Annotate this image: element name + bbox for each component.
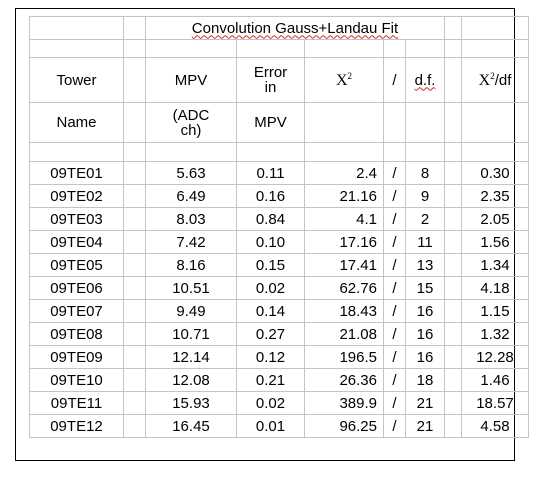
cell-mpv: 8.03 xyxy=(146,208,237,231)
cell-chi2: 17.41 xyxy=(305,254,384,277)
blank-cell xyxy=(462,40,529,58)
header-chi2-per-df xyxy=(462,58,529,103)
spacer-row xyxy=(30,143,529,162)
blank-cell xyxy=(445,415,462,438)
chi2-symbol: X xyxy=(335,71,348,89)
cell-chi2-per-df: 2.05 xyxy=(462,208,529,231)
blank-cell xyxy=(406,40,445,58)
header-mpv-unit xyxy=(146,103,237,143)
cell-mpv: 6.49 xyxy=(146,185,237,208)
cell-chi2-per-df: 12.28 xyxy=(462,346,529,369)
cell-error: 0.27 xyxy=(237,323,305,346)
cell-chi2: 18.43 xyxy=(305,300,384,323)
table-row xyxy=(30,254,529,277)
blank-cell xyxy=(124,254,146,277)
blank-cell xyxy=(30,143,124,162)
table-row xyxy=(30,323,529,346)
spacer-row xyxy=(30,40,529,58)
table-row xyxy=(30,392,529,415)
table-row xyxy=(30,346,529,369)
cell-error: 0.02 xyxy=(237,277,305,300)
blank-cell xyxy=(124,58,146,103)
cell-df: 16 xyxy=(406,323,445,346)
blank-cell xyxy=(124,300,146,323)
cell-df: 2 xyxy=(406,208,445,231)
cell-mpv: 10.71 xyxy=(146,323,237,346)
blank-cell xyxy=(124,415,146,438)
cell-slash: / xyxy=(384,162,406,185)
blank-cell xyxy=(124,162,146,185)
cell-slash: / xyxy=(384,346,406,369)
blank-cell xyxy=(384,40,406,58)
cell-chi2-per-df: 1.56 xyxy=(462,231,529,254)
cell-tower: 09TE09 xyxy=(30,346,124,369)
blank-cell xyxy=(384,143,406,162)
cell-error: 0.01 xyxy=(237,415,305,438)
cell-df: 21 xyxy=(406,415,445,438)
title-row xyxy=(30,17,529,40)
header-slash: / xyxy=(384,58,406,103)
blank-cell xyxy=(462,17,529,40)
header-error-line2: in xyxy=(264,79,277,96)
cell-chi2: 21.16 xyxy=(305,185,384,208)
blank-cell xyxy=(445,231,462,254)
header-name: Name xyxy=(30,103,124,143)
table-row xyxy=(30,300,529,323)
blank-cell xyxy=(30,17,124,40)
cell-df: 21 xyxy=(406,392,445,415)
cell-slash: / xyxy=(384,415,406,438)
table-row xyxy=(30,369,529,392)
cell-tower: 09TE02 xyxy=(30,185,124,208)
blank-cell xyxy=(124,103,146,143)
blank-cell xyxy=(445,346,462,369)
cell-error: 0.14 xyxy=(237,300,305,323)
cell-chi2: 62.76 xyxy=(305,277,384,300)
cell-chi2: 17.16 xyxy=(305,231,384,254)
cell-chi2-per-df: 1.32 xyxy=(462,323,529,346)
header-row-1 xyxy=(30,58,529,103)
cell-slash: / xyxy=(384,369,406,392)
blank-cell xyxy=(124,208,146,231)
cell-chi2-per-df: 18.57 xyxy=(462,392,529,415)
blank-cell xyxy=(462,103,529,143)
cell-chi2-per-df: 4.58 xyxy=(462,415,529,438)
cell-mpv: 8.16 xyxy=(146,254,237,277)
cell-chi2: 389.9 xyxy=(305,392,384,415)
cell-tower: 09TE04 xyxy=(30,231,124,254)
cell-chi2-per-df: 0.30 xyxy=(462,162,529,185)
cell-slash: / xyxy=(384,277,406,300)
blank-cell xyxy=(124,346,146,369)
cell-tower: 09TE03 xyxy=(30,208,124,231)
blank-cell xyxy=(124,392,146,415)
blank-cell xyxy=(124,143,146,162)
header-df-text: d.f. xyxy=(414,71,436,89)
cell-df: 8 xyxy=(406,162,445,185)
blank-cell xyxy=(445,17,462,40)
header-error xyxy=(237,58,305,103)
cell-chi2-per-df: 1.34 xyxy=(462,254,529,277)
cell-mpv: 10.51 xyxy=(146,277,237,300)
header-df xyxy=(406,58,445,103)
cell-chi2: 96.25 xyxy=(305,415,384,438)
cell-error: 0.10 xyxy=(237,231,305,254)
header-chi2 xyxy=(305,58,384,103)
blank-cell xyxy=(406,143,445,162)
blank-cell xyxy=(406,103,445,143)
blank-cell xyxy=(305,143,384,162)
table-row xyxy=(30,162,529,185)
blank-cell xyxy=(124,40,146,58)
cell-tower: 09TE12 xyxy=(30,415,124,438)
cell-chi2: 21.08 xyxy=(305,323,384,346)
cell-tower: 09TE11 xyxy=(30,392,124,415)
chi2df-superscript: 2 xyxy=(490,70,495,81)
cell-slash: / xyxy=(384,208,406,231)
cell-slash: / xyxy=(384,392,406,415)
cell-df: 15 xyxy=(406,277,445,300)
cell-error: 0.84 xyxy=(237,208,305,231)
header-mpv-unit-line1: (ADC xyxy=(172,106,210,124)
cell-slash: / xyxy=(384,231,406,254)
cell-error: 0.21 xyxy=(237,369,305,392)
cell-mpv: 7.42 xyxy=(146,231,237,254)
blank-cell xyxy=(445,323,462,346)
fit-results-table xyxy=(29,16,529,438)
table-row xyxy=(30,185,529,208)
cell-chi2-per-df: 1.15 xyxy=(462,300,529,323)
cell-chi2-per-df: 2.35 xyxy=(462,185,529,208)
blank-cell xyxy=(445,208,462,231)
cell-chi2-per-df: 4.18 xyxy=(462,277,529,300)
blank-cell xyxy=(124,17,146,40)
table-row xyxy=(30,277,529,300)
cell-df: 11 xyxy=(406,231,445,254)
cell-tower: 09TE08 xyxy=(30,323,124,346)
blank-cell xyxy=(445,300,462,323)
cell-error: 0.16 xyxy=(237,185,305,208)
cell-slash: / xyxy=(384,254,406,277)
cell-tower: 09TE07 xyxy=(30,300,124,323)
blank-cell xyxy=(237,143,305,162)
cell-df: 16 xyxy=(406,300,445,323)
cell-mpv: 12.14 xyxy=(146,346,237,369)
cell-error: 0.02 xyxy=(237,392,305,415)
table-row xyxy=(30,415,529,438)
blank-cell xyxy=(445,40,462,58)
cell-tower: 09TE05 xyxy=(30,254,124,277)
blank-cell xyxy=(124,185,146,208)
header-mpv-unit-line2: ch) xyxy=(180,121,202,139)
blank-cell xyxy=(445,254,462,277)
blank-cell xyxy=(445,162,462,185)
blank-cell xyxy=(146,143,237,162)
cell-slash: / xyxy=(384,185,406,208)
chi2df-suffix: /df xyxy=(494,71,512,89)
header-error-line1: Error xyxy=(253,64,288,81)
blank-cell xyxy=(305,103,384,143)
cell-error: 0.15 xyxy=(237,254,305,277)
cell-df: 13 xyxy=(406,254,445,277)
blank-cell xyxy=(445,392,462,415)
table-row xyxy=(30,231,529,254)
table-row xyxy=(30,208,529,231)
table-title-text: Convolution Gauss+Landau Fit xyxy=(191,19,399,37)
blank-cell xyxy=(305,40,384,58)
blank-cell xyxy=(30,40,124,58)
header-mpv: MPV xyxy=(146,58,237,103)
cell-error: 0.12 xyxy=(237,346,305,369)
blank-cell xyxy=(445,103,462,143)
cell-mpv: 9.49 xyxy=(146,300,237,323)
blank-cell xyxy=(445,185,462,208)
blank-cell xyxy=(384,103,406,143)
chi2-superscript: 2 xyxy=(347,70,353,81)
blank-cell xyxy=(462,143,529,162)
blank-cell xyxy=(124,277,146,300)
blank-cell xyxy=(124,323,146,346)
blank-cell xyxy=(146,40,237,58)
cell-chi2: 2.4 xyxy=(305,162,384,185)
header-error-mpv: MPV xyxy=(237,103,305,143)
cell-tower: 09TE01 xyxy=(30,162,124,185)
cell-df: 18 xyxy=(406,369,445,392)
cell-chi2-per-df: 1.46 xyxy=(462,369,529,392)
header-tower: Tower xyxy=(30,58,124,103)
blank-cell xyxy=(445,369,462,392)
cell-chi2: 4.1 xyxy=(305,208,384,231)
table-title xyxy=(146,17,445,40)
blank-cell xyxy=(445,58,462,103)
chi2df-symbol: X xyxy=(478,71,491,89)
header-row-2 xyxy=(30,103,529,143)
cell-tower: 09TE10 xyxy=(30,369,124,392)
cell-slash: / xyxy=(384,300,406,323)
cell-mpv: 12.08 xyxy=(146,369,237,392)
blank-cell xyxy=(124,369,146,392)
blank-cell xyxy=(445,143,462,162)
cell-mpv: 5.63 xyxy=(146,162,237,185)
cell-chi2: 26.36 xyxy=(305,369,384,392)
cell-tower: 09TE06 xyxy=(30,277,124,300)
blank-cell xyxy=(124,231,146,254)
cell-mpv: 15.93 xyxy=(146,392,237,415)
cell-chi2: 196.5 xyxy=(305,346,384,369)
cell-slash: / xyxy=(384,323,406,346)
blank-cell xyxy=(445,277,462,300)
cell-mpv: 16.45 xyxy=(146,415,237,438)
cell-df: 16 xyxy=(406,346,445,369)
data-rows xyxy=(30,162,529,438)
blank-cell xyxy=(237,40,305,58)
cell-df: 9 xyxy=(406,185,445,208)
cell-error: 0.11 xyxy=(237,162,305,185)
